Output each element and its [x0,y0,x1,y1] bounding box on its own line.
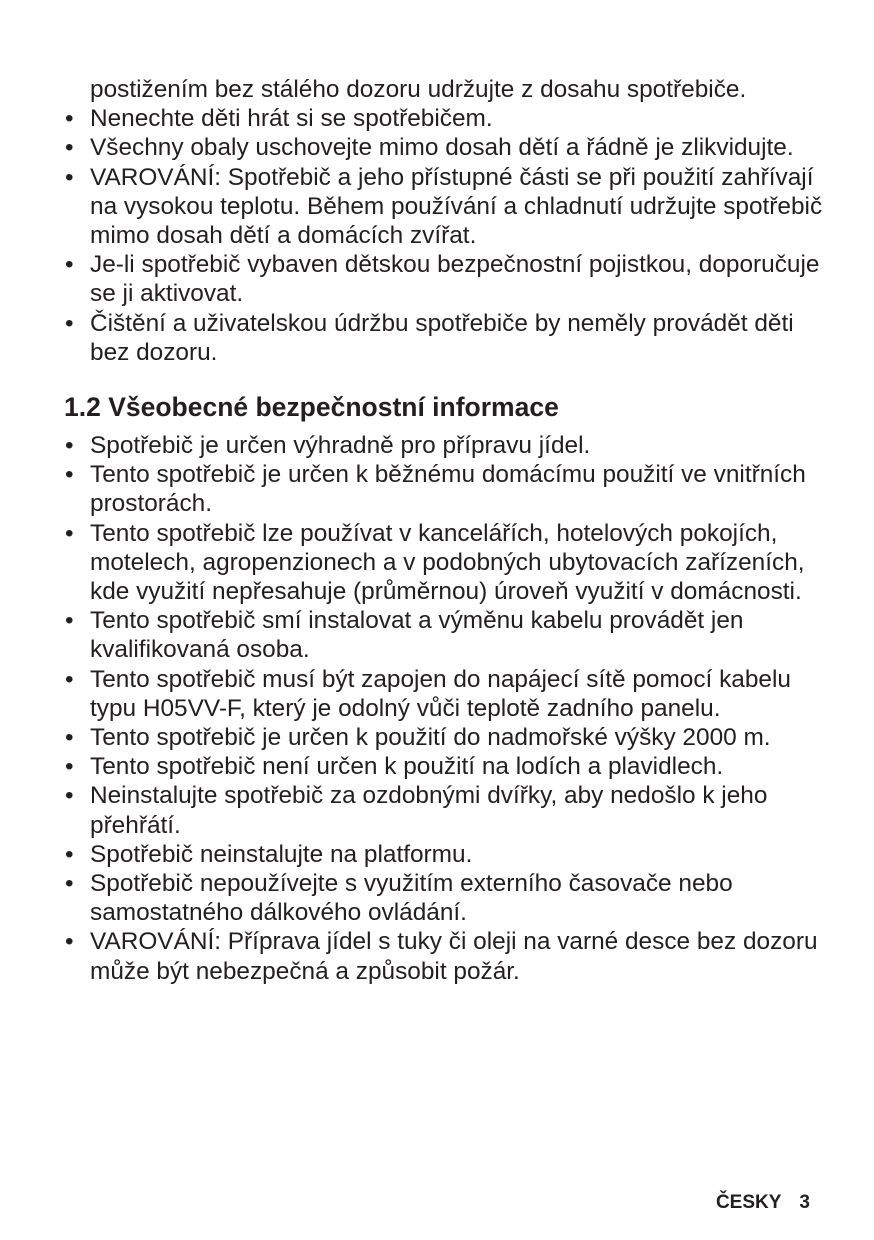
bullet-icon: • [65,782,74,810]
list-item-text: Spotřebič nepoužívejte s využitím externího časovače nebo samostatného dálkového ovládání. [90,870,733,927]
bullet-icon: • [65,840,74,868]
list-item [64,665,824,723]
footer-language: ČESKY [715,1192,782,1213]
bullet-icon: • [65,251,74,279]
list-item-text: Tento spotřebič musí být zapojen do napájecí sítě pomocí kabelu typu H05VV-F, který je odolný vůči teplotě zadního panelu. [90,665,791,722]
section-heading: 1.2 Všeobecné bezpečnostní informace [64,392,559,423]
intro-bullet-list [64,104,824,367]
bullet-icon: • [65,665,74,693]
bullet-icon: • [65,928,74,956]
bullet-icon: • [65,309,74,337]
list-item-text: VAROVÁNÍ: Příprava jídel s tuky či oleji na varné desce bez dozoru může být nebezpečná a způsobit požár. [90,928,818,985]
list-item [64,133,824,162]
list-item [64,309,824,367]
safety-bullet-list [64,431,824,986]
list-item-text: Spotřebič neinstalujte na platformu. [90,840,473,868]
continued-paragraph: postižením bez stálého dozoru udržujte z dosahu spotřebiče. [90,76,747,103]
bullet-icon: • [65,870,74,898]
bullet-icon: • [65,105,74,133]
page-content [64,75,824,986]
page-number: 3 [799,1192,810,1213]
list-item [64,431,824,460]
list-item [64,752,824,781]
list-item-text: Nenechte děti hrát si se spotřebičem. [90,105,493,133]
list-item-text: Tento spotřebič je určen k použití do nadmořské výšky 2000 m. [90,724,771,752]
list-item [64,927,824,985]
bullet-icon: • [65,432,74,460]
bullet-icon: • [65,724,74,752]
list-item-text: Tento spotřebič lze používat v kancelářích, hotelových pokojích, motelech, agropenzionech a v podobných ubytovacích zařízeních, kde využití nepřesahuje (průměrnou) úroveň využití v domácnosti. [90,519,805,606]
list-item-text: Čištění a uživatelskou údržbu spotřebiče by neměly provádět děti bez dozoru. [90,309,794,366]
list-item [64,104,824,133]
bullet-icon: • [65,607,74,635]
bullet-icon: • [65,461,74,489]
list-item [64,840,824,869]
page-footer [716,1190,810,1216]
bullet-icon: • [65,134,74,162]
bullet-icon: • [65,753,74,781]
list-item [64,606,824,664]
list-item [64,250,824,308]
list-item [64,163,824,251]
list-item-text: Je-li spotřebič vybaven dětskou bezpečnostní pojistkou, doporučuje se ji aktivovat. [90,251,820,308]
list-item [64,869,824,927]
list-item-text: Tento spotřebič je určen k běžnému domácímu použití ve vnitřních prostorách. [90,461,806,518]
list-item [64,460,824,518]
list-item-text: VAROVÁNÍ: Spotřebič a jeho přístupné části se při použití zahřívají na vysokou teplotu. Během používání a chladnutí udržujte spotřebič mimo dosah dětí a domácích zvířat. [90,163,823,250]
list-item-text: Tento spotřebič není určen k použití na lodích a plavidlech. [90,753,724,781]
list-item [64,781,824,839]
bullet-icon: • [65,519,74,547]
list-item [64,723,824,752]
list-item [64,519,824,607]
list-item-text: Všechny obaly uschovejte mimo dosah dětí a řádně je zlikvidujte. [90,134,794,162]
list-item-text: Spotřebič je určen výhradně pro přípravu jídel. [90,432,591,460]
bullet-icon: • [65,163,74,191]
list-item-text: Neinstalujte spotřebič za ozdobnými dvířky, aby nedošlo k jeho přehřátí. [90,782,768,839]
list-item-text: Tento spotřebič smí instalovat a výměnu kabelu provádět jen kvalifikovaná osoba. [90,607,744,664]
